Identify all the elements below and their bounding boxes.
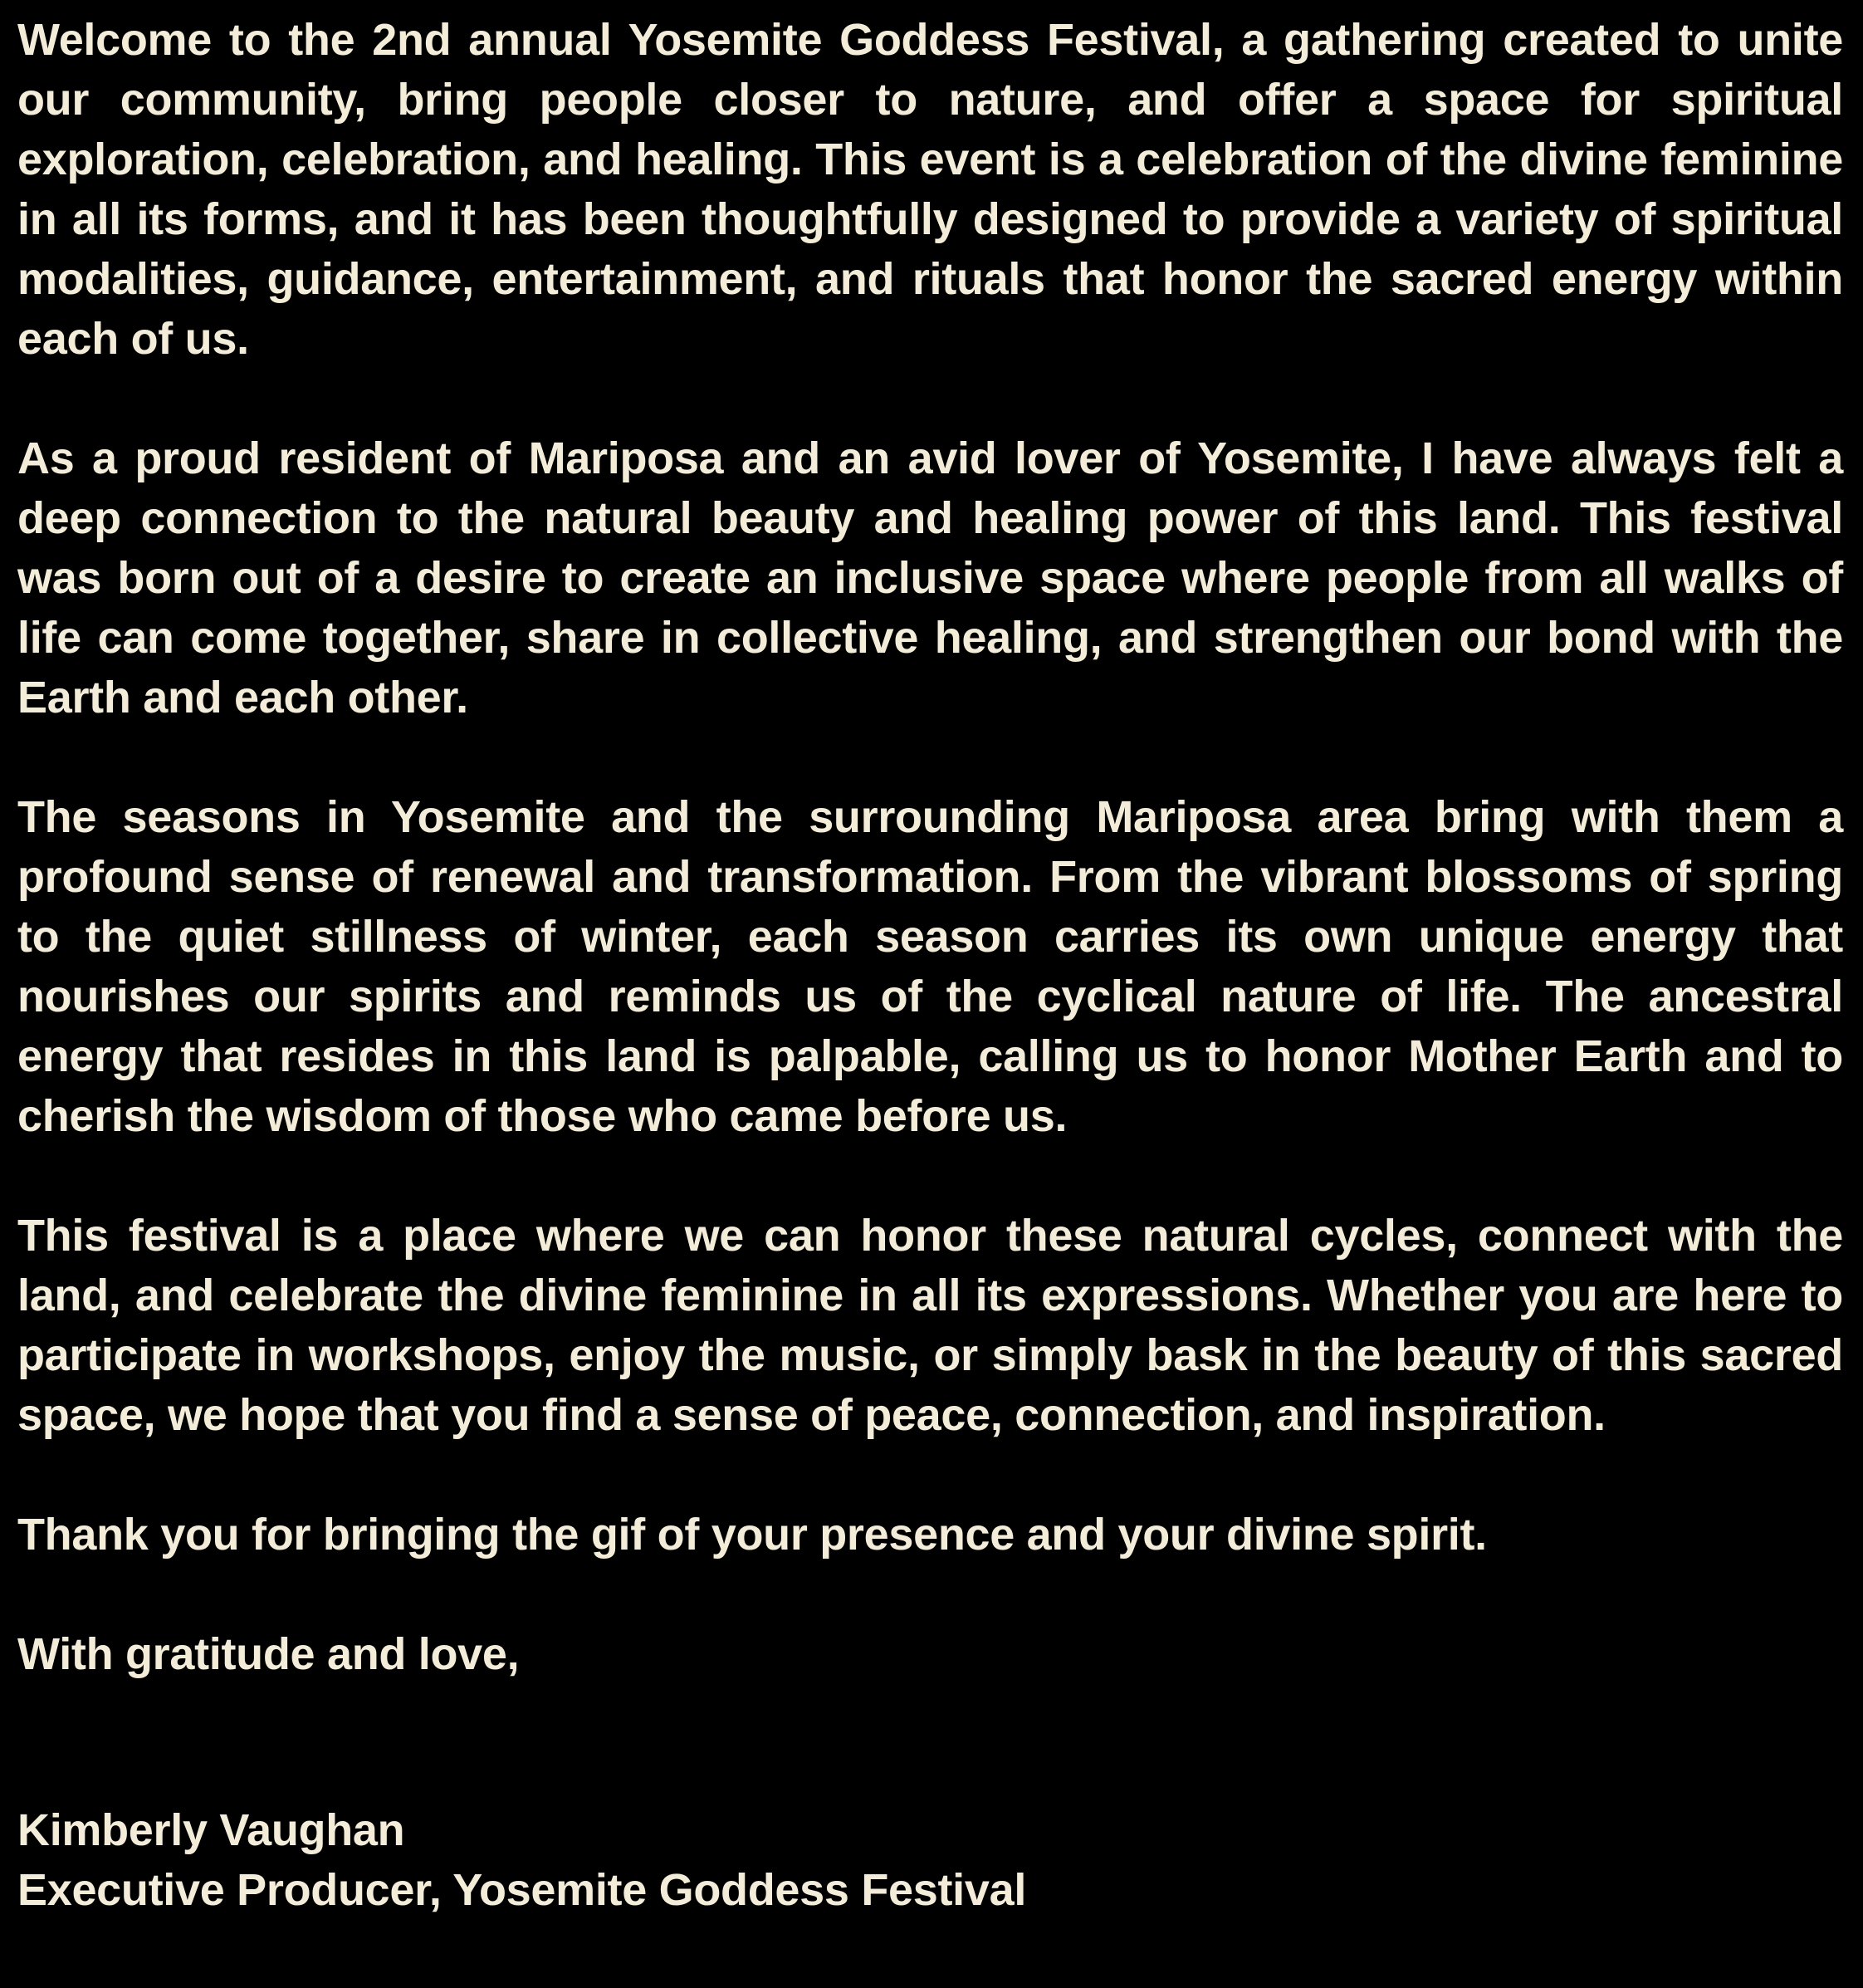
paragraph-spacer [17,1445,1843,1505]
paragraph-welcome: Welcome to the 2nd annual Yosemite Goddess Festival, a gathering created to unite our community, bring people closer to nature, and offer a space for spiritual exploration, celebration, and healing. This event is a celebration of the divine feminine in all its forms, and it has been thoughtfully designed to provide a variety of spiritual modalities, guidance, entertainment, and rituals that honor the sacred energy within each of us. [17,15,1843,364]
signature-name: Kimberly Vaughan [17,1805,405,1855]
paragraph-spacer [17,1564,1843,1624]
paragraph-spacer [17,1146,1843,1206]
signature-spacer [17,1684,1843,1800]
paragraph-spacer [17,727,1843,787]
paragraph-mariposa: As a proud resident of Mariposa and an avid lover of Yosemite, I have always felt a deep connection to the natural beauty and healing power of this land. This festival was born out of a desire to create an inclusive space where people from all walks of life can come together, share in collective healing, and strengthen our bond with the Earth and each other. [17,433,1843,722]
paragraph-thank-you: Thank you for bringing the gif of your presence and your divine spirit. [17,1510,1487,1560]
closing-line: With gratitude and love, [17,1629,520,1679]
paragraph-festival-purpose: This festival is a place where we can honor these natural cycles, connect with the land, and celebrate the divine feminine in all its expressions. Whether you are here to participate in workshops, enjoy the music, or simply bask in the beauty of this sacred space, we hope that you find a sense of peace, connection, and inspiration. [17,1211,1843,1440]
paragraph-seasons: The seasons in Yosemite and the surrounding Mariposa area bring with them a profound sense of renewal and transformation. From the vibrant blossoms of spring to the quiet stillness of winter, each season carries its own unique energy that nourishes our spirits and reminds us of the cyclical nature of life. The ancestral energy that resides in this land is palpable, calling us to honor Mother Earth and to cherish the wisdom of those who came before us. [17,792,1843,1141]
signature-title: Executive Producer, Yosemite Goddess Festival [17,1865,1027,1915]
letter-body [17,10,1843,1920]
paragraph-spacer [17,369,1843,428]
